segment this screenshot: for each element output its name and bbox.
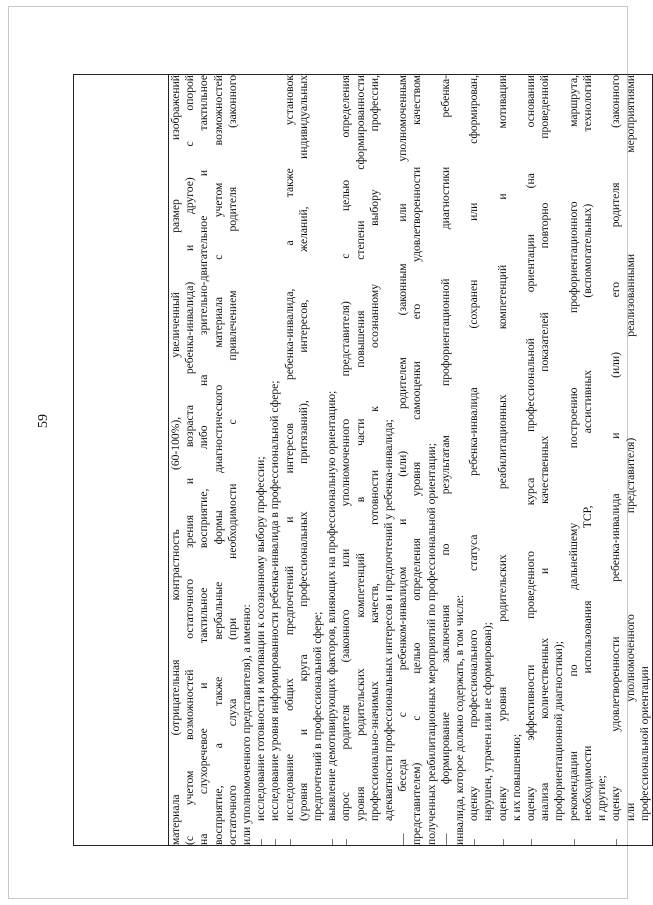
table-row	[169, 75, 653, 846]
text-line: или уполномоченного представителя), а именно:	[240, 604, 254, 845]
rotated-page-content	[73, 74, 651, 846]
document-table	[73, 74, 653, 846]
text-line: оценку уровня родительских реабилитационных компетенций и мотивации	[495, 75, 509, 821]
list-item-text	[496, 75, 524, 821]
list-item-text	[268, 75, 282, 821]
list-item	[467, 75, 495, 845]
text-line: (с учетом возможностей остаточного зрения и возраста ребенка-инвалида) и другое) с опорой	[183, 75, 197, 845]
list-dash: –	[524, 839, 538, 845]
list-item	[254, 75, 268, 845]
text-line: профессиональной ориентации	[637, 666, 651, 821]
text-line: необходимости использования ТСР, ассистивных (вспомогательных) технологий	[580, 75, 594, 821]
text-line: к их повышению;	[509, 733, 523, 821]
list-item	[283, 75, 326, 845]
text-line: исследование уровня информированности ребенка-инвалида в профессиональной сфере;	[268, 380, 282, 821]
list-item-text	[339, 75, 396, 821]
text-line: остаточного слуха (при необходимости с привлечением родителя (законного	[225, 75, 239, 845]
list-item	[609, 75, 652, 845]
list-item	[524, 75, 567, 845]
text-line: инвалида, которое должно содержать, в том числе:	[453, 594, 467, 845]
right-column-cell	[169, 75, 653, 846]
table-row	[74, 75, 169, 846]
text-line: на слухоречевое и тактильное восприятие, либо на зрительно-двигательное и тактильное	[197, 75, 211, 845]
list-dash: –	[325, 839, 339, 845]
list-dash: –	[467, 839, 481, 845]
text-line: оценку профессионального статуса ребенка-инвалида (сохранен или сформирован,	[467, 75, 481, 821]
text-line: рекомендации по дальнейшему построению профориентационного маршрута,	[566, 75, 580, 821]
text-line: и другие;	[595, 775, 609, 821]
text-line: исследование готовности и мотивации к осознанному выбору профессии;	[254, 456, 268, 821]
text-line: профориентационной диагностики);	[552, 641, 566, 821]
list-dash: –	[566, 839, 580, 845]
left-column-cell	[74, 75, 169, 846]
list-item-text	[609, 75, 652, 821]
text-line: полученных реабилитационных мероприятий по профессиональной ориентации;	[424, 443, 438, 845]
text-line: уровня родительских компетенций в части повышения степени сформированности	[353, 75, 367, 821]
list-item	[325, 75, 339, 845]
text-line: предпочтений в профессиональной сфере;	[311, 611, 325, 821]
list-dash: –	[254, 839, 268, 845]
text-line: исследование общих предпочтений и интересов ребенка-инвалида, а также установок	[282, 75, 296, 821]
text-line: выявление демотивирующих факторов, влияющих на профессиональную ориентацию;	[325, 390, 339, 821]
list-item	[339, 75, 396, 845]
text-line: опрос родителя (законного или уполномоченного представителя) с целью определения	[339, 75, 353, 821]
text-line: — беседа с ребенком-инвалидом и (или) родителем (законным или уполномоченным	[396, 75, 410, 845]
page-number: 59	[36, 414, 51, 428]
text-line: оценку эффективности проведенного курса профессиональной ориентации (на основании	[524, 75, 538, 821]
list-dash: –	[339, 839, 353, 845]
cell-content	[169, 75, 652, 845]
text-line: оценку удовлетворенности ребенка-инвалида и (или) его родителя (законного	[609, 75, 623, 821]
text-line: адекватности профессиональных интересов и предпочтений у ребенка-инвалида;	[382, 419, 396, 821]
list-item	[268, 75, 282, 845]
text-line: — формирование заключения по результатам профориентационной диагностики ребенка-	[438, 75, 452, 845]
list-item-text	[283, 75, 326, 821]
list-item-text	[254, 75, 268, 821]
text-line: представителем) с целью определения уровня самооценки его удовлетворенности качеством	[410, 75, 424, 845]
list-dash: –	[495, 839, 509, 845]
text-line: восприятие, а также вербальные формы диагностического материала с учетом возможностей	[211, 75, 225, 845]
list-item-text	[567, 75, 610, 821]
list-item	[567, 75, 610, 845]
list-dash: –	[268, 839, 282, 845]
list-item-text	[325, 75, 339, 821]
list-item-text	[524, 75, 567, 821]
list-item	[496, 75, 524, 845]
text-line: материала (отрицательная контрастность (60-100%), увеличенный размер изображений	[169, 75, 182, 845]
list-dash: –	[609, 839, 623, 845]
text-line: или уполномоченного представителя) реализованными мероприятиями	[623, 75, 637, 821]
list-item-text	[467, 75, 495, 821]
text-line: нарушен, утрачен или не сформирован);	[481, 622, 495, 821]
list-dash: –	[282, 839, 296, 845]
text-line: профессионально-значимых качеств, готовности к осознанному выбору профессии,	[367, 75, 381, 821]
text-line: анализа количественных и качественных показателей повторно проведенной	[538, 75, 552, 821]
text-line: (уровня и круга профессиональных притязаний), интересов, желаний, индивидуальных	[296, 75, 310, 821]
